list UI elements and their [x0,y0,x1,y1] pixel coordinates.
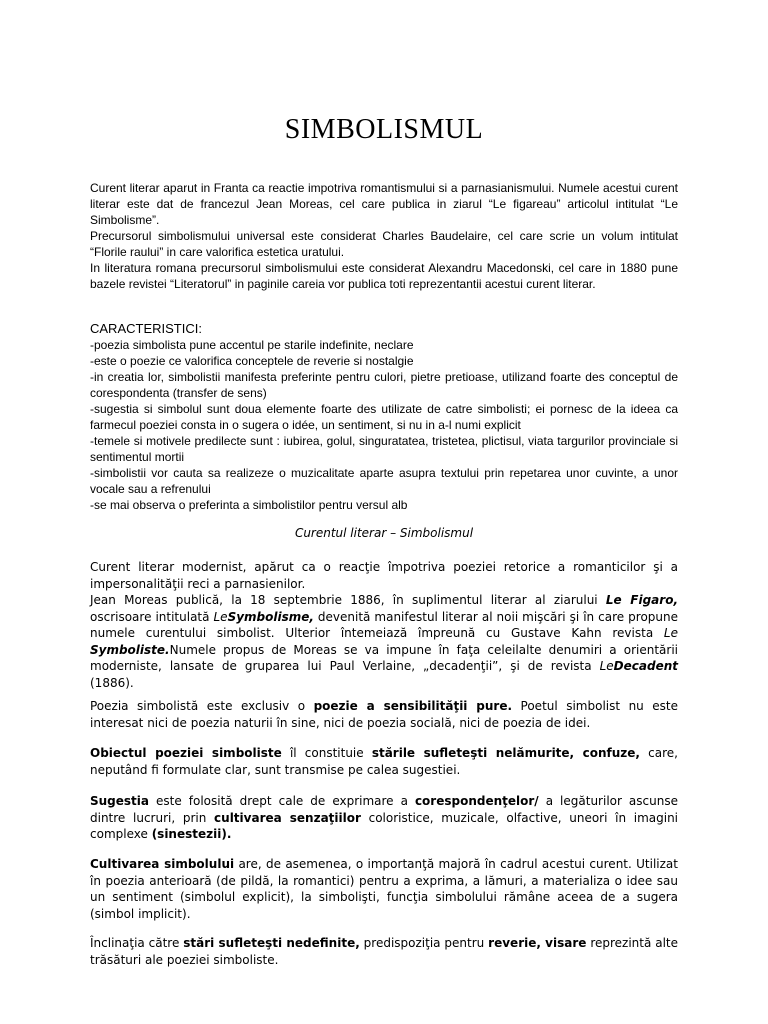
bold-symboliste: Symboliste. [90,642,170,657]
paragraph-moreas: Jean Moreas publică, la 18 septembrie 1886, în suplimentul literar al ziarului Le Figaro, oscrisoare intitulată LeSymbolisme, devenită manifestul literar al noii mişcări şi în care propune numele curentului simbolist. Ulterior întemeiază împreună cu Gustave Kahn revista Le Symboliste.Numele propus de Moreas se va impune în faţa celeilalte denumiri a orientării moderniste, lansate de gruparea lui Paul Verlaine, „decadenţii”, şi de revista LeDecadent (1886). [90,593,678,690]
paragraph-sensibilitate: Poezia simbolistă este exclusiv o poezie a sensibilităţii pure. Poetul simbolist nu este interesat nici de poezia naturii în sine, nici de poezia socială, nici de poezia de idei. [90,699,678,730]
characteristics-heading: CARACTERISTICI: [90,321,202,336]
characteristic-item: -simbolistii vor cauta sa realizeze o muzicalitate aparte asupra textului prin repetarea unor cuvinte, a unor vocale sau a refrenului [90,466,678,496]
paragraph-simbolului: Cultivarea simbolului are, de asemenea, o importanţă majoră în cadrul acestui curent. Utilizat în poezia anterioară (de pildă, la romantici) pentru a exprima, a lămuri, a materializa o idee sau un sentiment (simbolul explicit), la simbolişti, funcţia simbolului rămâne aceea de a sugera (simbol implicit). [90,857,678,921]
section-subtitle: Curentul literar – Simbolismul [294,526,474,540]
characteristics-section [90,321,678,513]
paragraph-inclinatia: Înclinaţia către stări sufleteşti nedefinite, predispoziţia pentru reverie, visare reprezintă alte trăsături ale poeziei simboliste. [90,936,679,967]
bold-le-figaro: Le Figaro, [605,593,678,607]
document-page [90,0,678,1024]
characteristic-item: -in creatia lor, simbolistii manifesta preferinte pentru culori, pietre pretioase, utilizand foarte des conceptul de corespondenta (transfer de sens) [90,370,678,400]
characteristic-item: -sugestia si simbolul sunt doua elemente foarte des utilizate de catre simbolisti; ei pornesc de la ideea ca farmecul poeziei consta in o sugera o idée, un sentiment, si nu in a-l numi explicit [90,402,678,432]
characteristic-item: -se mai observa o preferinta a simbolistilor pentru versul alb [90,498,408,512]
intro-paragraph-2: Precursorul simbolismului universal este considerat Charles Baudelaire, cel care scrie un volum intitulat “Florile raului” in care valorifica estetica uratului. [90,229,678,259]
bold-symbolisme: Symbolisme, [227,609,314,624]
paragraph-obiectul: Obiectul poeziei simboliste îl constituie stările sufleteşti nelămurite, confuze, care, neputând fi formulate clar, sunt transmise pe calea sugestiei. [90,746,678,777]
intro-paragraph-3: In literatura romana precursorul simbolismului este considerat Alexandru Macedonski, cel care in 1880 pune bazele revistei “Literatorul” in paginile careia vor publica toti reprezentantii acestui curent literar. [90,261,678,291]
characteristic-item: -temele si motivele predilecte sunt : iubirea, golul, singuratatea, tristetea, plictisul, viata targurilor provinciale si sentimentul mortii [90,434,678,464]
intro-paragraph-1: Curent literar aparut in Franta ca reactie impotriva romantismului si a parnasianismului. Numele acestui curent literar este dat de francezul Jean Moreas, cel care publica in ziarul “Le figareau” articolul intitulat “Le Simbolisme”. [90,181,678,227]
paragraph-modernist: Curent literar modernist, apărut ca o reacţie împotriva poeziei retorice a romanticilor şi a impersonalităţii reci a parnasienilor. [90,560,678,591]
bold-decadent: Decadent [613,659,678,673]
intro-section [90,180,678,292]
characteristic-item: -poezia simbolista pune accentul pe starile indefinite, neclare [90,338,414,352]
page-title: SIMBOLISMUL [284,114,484,145]
paragraph-sugestia: Sugestia este folosită drept cale de exprimare a corespondenţelor/ a legăturilor ascunse dintre lucruri, prin cultivarea senzaţiilor coloristice, muzicale, olfactive, uneori în imagini complexe (sinestezii). [90,794,679,841]
section2-paragraph-1-2 [90,559,678,691]
characteristic-item: -este o poezie ce valorifica conceptele de reverie si nostalgie [90,354,414,368]
